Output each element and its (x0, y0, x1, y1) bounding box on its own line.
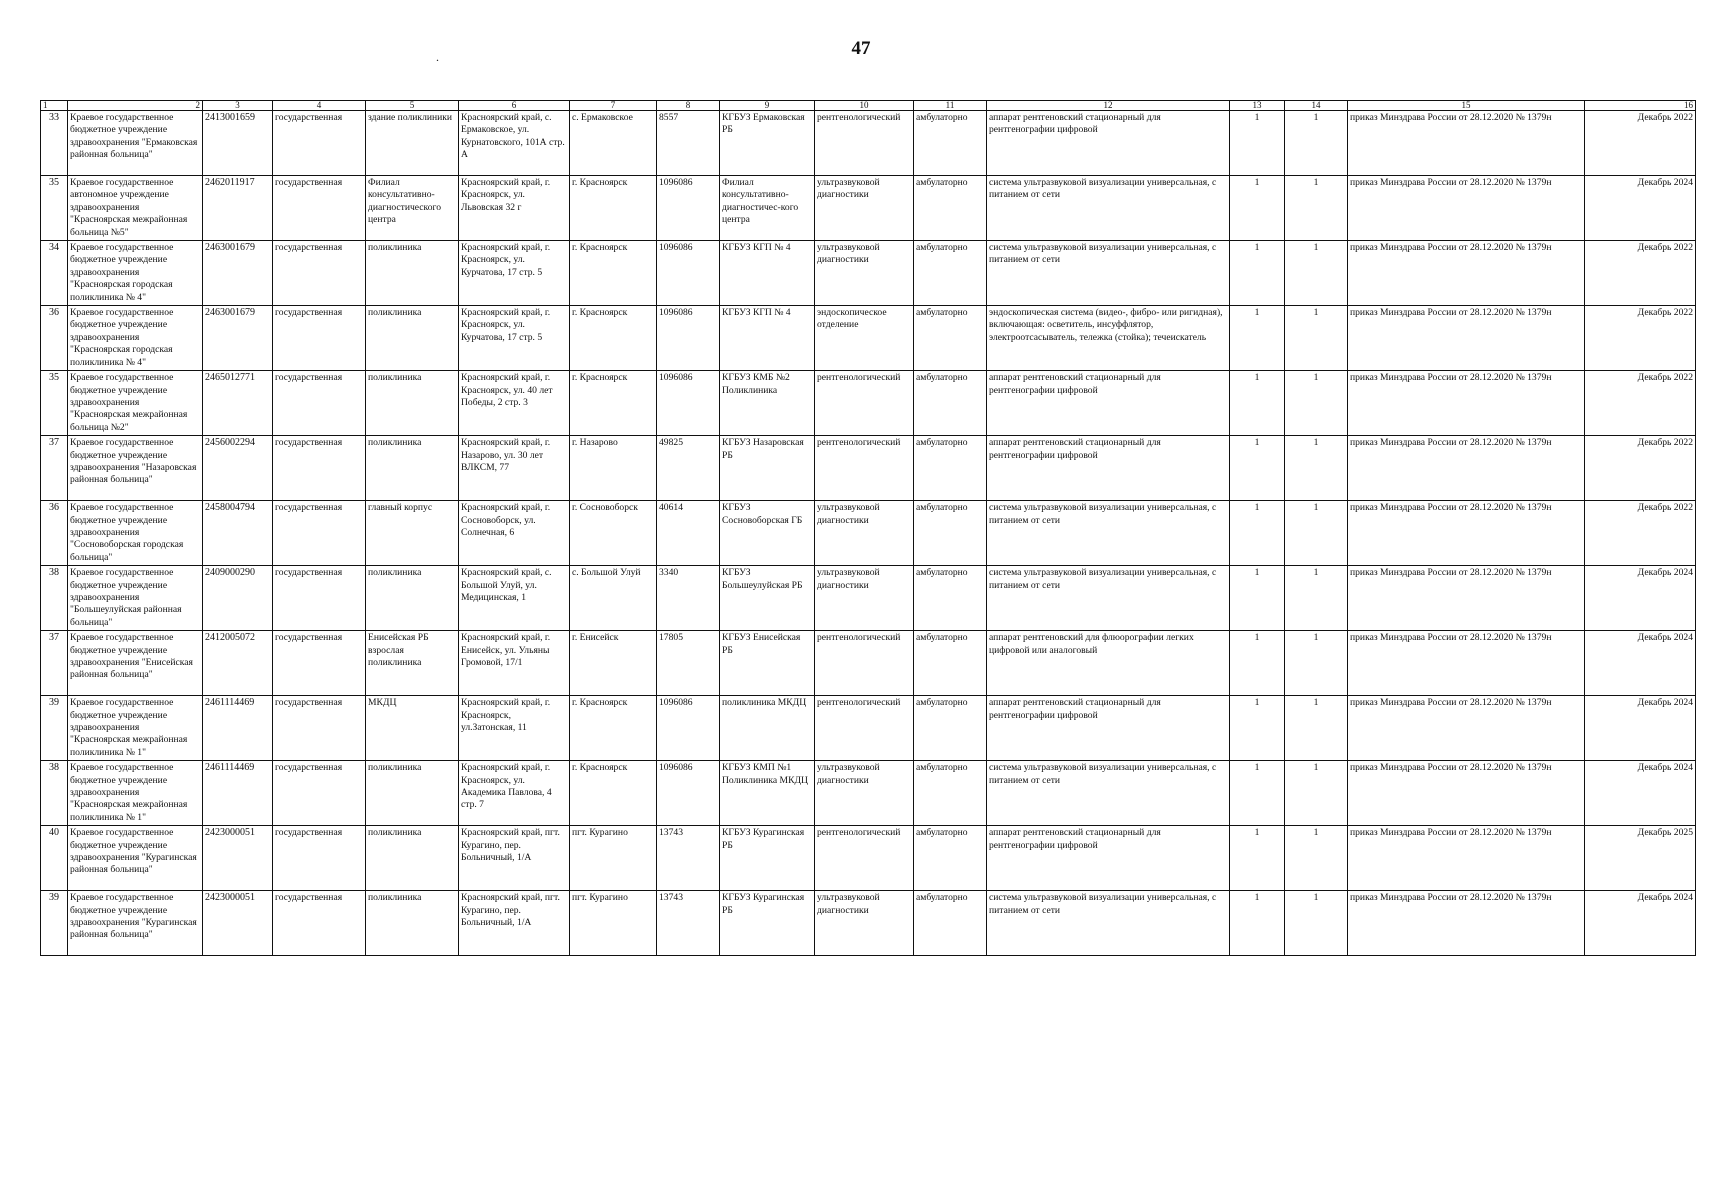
deadline: Декабрь 2022 (1585, 501, 1696, 566)
population: 1096086 (657, 696, 720, 761)
equipment-name: система ультразвуковой визуализации универсальная, с питанием от сети (987, 761, 1230, 826)
equipment-table-container (40, 100, 1695, 956)
facility-name: КГБУЗ КМБ №2 Поликлиника (720, 371, 815, 436)
inn-code: 2463001679 (203, 241, 273, 306)
quantity-cell: 1 (1285, 176, 1348, 241)
department: рентгенологический (815, 696, 914, 761)
deadline: Декабрь 2025 (1585, 826, 1696, 891)
table-row (41, 631, 1696, 696)
order-reference: приказ Минздрава России от 28.12.2020 № 1379н (1348, 501, 1585, 566)
order-reference: приказ Минздрава России от 28.12.2020 № 1379н (1348, 371, 1585, 436)
organization-name: Краевое государственное бюджетное учреждение здравоохранения "Курагинская районная больница" (68, 826, 203, 891)
inn-code: 2461114469 (203, 696, 273, 761)
locality: г. Назарово (570, 436, 657, 501)
population: 40614 (657, 501, 720, 566)
quantity-cell: 1 (1230, 826, 1285, 891)
address: Красноярский край, г. Красноярск, ул. Курчатова, 17 стр. 5 (459, 241, 570, 306)
row-number: 39 (41, 891, 68, 956)
column-number: 8 (657, 101, 720, 111)
locality: г. Красноярск (570, 696, 657, 761)
building-name: поликлиника (366, 371, 459, 436)
quantity-cell: 1 (1230, 241, 1285, 306)
building-name: поликлиника (366, 306, 459, 371)
organization-name: Краевое государственное бюджетное учреждение здравоохранения "Сосновоборская городская больница" (68, 501, 203, 566)
building-name: поликлиника (366, 761, 459, 826)
population: 3340 (657, 566, 720, 631)
organization-name: Краевое государственное бюджетное учреждение здравоохранения "Курагинская районная больница" (68, 891, 203, 956)
quantity-cell: 1 (1285, 436, 1348, 501)
column-number: 12 (987, 101, 1230, 111)
table-row (41, 761, 1696, 826)
organization-name: Краевое государственное бюджетное учреждение здравоохранения "Красноярская межрайонная поликлиника № 1" (68, 761, 203, 826)
deadline: Декабрь 2024 (1585, 696, 1696, 761)
building-name: главный корпус (366, 501, 459, 566)
order-reference: приказ Минздрава России от 28.12.2020 № 1379н (1348, 696, 1585, 761)
facility-name: КГБУЗ КГП № 4 (720, 241, 815, 306)
table-row (41, 306, 1696, 371)
table-row (41, 176, 1696, 241)
department: рентгенологический (815, 111, 914, 176)
building-name: поликлиника (366, 826, 459, 891)
quantity-cell: 1 (1230, 891, 1285, 956)
quantity-cell: 1 (1285, 371, 1348, 436)
column-number: 6 (459, 101, 570, 111)
population: 13743 (657, 826, 720, 891)
facility-name: КГБУЗ Курагинская РБ (720, 826, 815, 891)
column-number: 1 (41, 101, 68, 111)
care-conditions: амбулаторно (914, 891, 987, 956)
table-row (41, 501, 1696, 566)
department: ультразвуковой диагностики (815, 761, 914, 826)
building-name: поликлиника (366, 891, 459, 956)
quantity-cell: 1 (1285, 241, 1348, 306)
row-number: 40 (41, 826, 68, 891)
order-reference: приказ Минздрава России от 28.12.2020 № 1379н (1348, 176, 1585, 241)
facility-name: поликлиника МКДЦ (720, 696, 815, 761)
building-name: поликлиника (366, 566, 459, 631)
department: ультразвуковой диагностики (815, 176, 914, 241)
address: Красноярский край, г. Енисейск, ул. Ульяны Громовой, 17/1 (459, 631, 570, 696)
facility-name: КГБУЗ Ермаковская РБ (720, 111, 815, 176)
quantity-cell: 1 (1285, 761, 1348, 826)
ownership-type: государственная (273, 501, 366, 566)
care-conditions: амбулаторно (914, 436, 987, 501)
address: Красноярский край, г. Красноярск, ул. Академика Павлова, 4 стр. 7 (459, 761, 570, 826)
equipment-name: аппарат рентгеновский для флюорографии легких цифровой или аналоговый (987, 631, 1230, 696)
quantity-cell: 1 (1230, 761, 1285, 826)
column-number: 11 (914, 101, 987, 111)
address: Красноярский край, пгт. Курагино, пер. Больничный, 1/А (459, 891, 570, 956)
equipment-name: система ультразвуковой визуализации универсальная, с питанием от сети (987, 241, 1230, 306)
inn-code: 2413001659 (203, 111, 273, 176)
organization-name: Краевое государственное автономное учреждение здравоохранения "Красноярская межрайонная больница №5" (68, 176, 203, 241)
population: 17805 (657, 631, 720, 696)
care-conditions: амбулаторно (914, 761, 987, 826)
table-row (41, 891, 1696, 956)
deadline: Декабрь 2022 (1585, 306, 1696, 371)
care-conditions: амбулаторно (914, 696, 987, 761)
address: Красноярский край, пгт. Курагино, пер. Больничный, 1/А (459, 826, 570, 891)
department: рентгенологический (815, 631, 914, 696)
organization-name: Краевое государственное бюджетное учреждение здравоохранения "Красноярская межрайонная больница №2" (68, 371, 203, 436)
address: Красноярский край, г. Сосновоборск, ул. Солнечная, 6 (459, 501, 570, 566)
column-number: 16 (1585, 101, 1696, 111)
column-number: 7 (570, 101, 657, 111)
column-number-row (41, 101, 1696, 111)
deadline: Декабрь 2024 (1585, 761, 1696, 826)
order-reference: приказ Минздрава России от 28.12.2020 № 1379н (1348, 436, 1585, 501)
inn-code: 2423000051 (203, 891, 273, 956)
order-reference: приказ Минздрава России от 28.12.2020 № 1379н (1348, 891, 1585, 956)
deadline: Декабрь 2022 (1585, 371, 1696, 436)
ownership-type: государственная (273, 371, 366, 436)
equipment-name: эндоскопическая система (видео-, фибро- или ригидная), включающая: осветитель, инсуффлятор, электроотсасыватель, тележка (стойка); течеискатель (987, 306, 1230, 371)
quantity-cell: 1 (1285, 631, 1348, 696)
inn-code: 2463001679 (203, 306, 273, 371)
deadline: Декабрь 2024 (1585, 631, 1696, 696)
locality: г. Енисейск (570, 631, 657, 696)
department: рентгенологический (815, 826, 914, 891)
row-number: 37 (41, 436, 68, 501)
care-conditions: амбулаторно (914, 176, 987, 241)
table-row (41, 696, 1696, 761)
order-reference: приказ Минздрава России от 28.12.2020 № 1379н (1348, 631, 1585, 696)
inn-code: 2412005072 (203, 631, 273, 696)
quantity-cell: 1 (1285, 826, 1348, 891)
care-conditions: амбулаторно (914, 631, 987, 696)
row-number: 39 (41, 696, 68, 761)
inn-code: 2461114469 (203, 761, 273, 826)
ownership-type: государственная (273, 761, 366, 826)
locality: г. Сосновоборск (570, 501, 657, 566)
locality: г. Красноярск (570, 761, 657, 826)
facility-name: КГБУЗ Большеулуйская РБ (720, 566, 815, 631)
facility-name: КГБУЗ Курагинская РБ (720, 891, 815, 956)
population: 49825 (657, 436, 720, 501)
row-number: 34 (41, 241, 68, 306)
population: 1096086 (657, 241, 720, 306)
ownership-type: государственная (273, 566, 366, 631)
care-conditions: амбулаторно (914, 306, 987, 371)
quantity-cell: 1 (1230, 696, 1285, 761)
column-number: 14 (1285, 101, 1348, 111)
quantity-cell: 1 (1285, 306, 1348, 371)
locality: пгт. Курагино (570, 826, 657, 891)
locality: с. Большой Улуй (570, 566, 657, 631)
ownership-type: государственная (273, 111, 366, 176)
ownership-type: государственная (273, 891, 366, 956)
equipment-name: аппарат рентгеновский стационарный для рентгенографии цифровой (987, 111, 1230, 176)
row-number: 33 (41, 111, 68, 176)
table-row (41, 566, 1696, 631)
address: Красноярский край, с. Большой Улуй, ул. Медицинская, 1 (459, 566, 570, 631)
quantity-cell: 1 (1285, 501, 1348, 566)
address: Красноярский край, г. Красноярск, ул. 40 лет Победы, 2 стр. 3 (459, 371, 570, 436)
column-number: 10 (815, 101, 914, 111)
order-reference: приказ Минздрава России от 28.12.2020 № 1379н (1348, 826, 1585, 891)
locality: г. Красноярск (570, 371, 657, 436)
building-name: поликлиника (366, 436, 459, 501)
population: 1096086 (657, 306, 720, 371)
population: 8557 (657, 111, 720, 176)
column-number: 5 (366, 101, 459, 111)
department: рентгенологический (815, 436, 914, 501)
order-reference: приказ Минздрава России от 28.12.2020 № 1379н (1348, 306, 1585, 371)
address: Красноярский край, г. Красноярск, ул.Затонская, 11 (459, 696, 570, 761)
equipment-name: аппарат рентгеновский стационарный для рентгенографии цифровой (987, 436, 1230, 501)
care-conditions: амбулаторно (914, 371, 987, 436)
building-name: Филиал консультативно-диагностического центра (366, 176, 459, 241)
care-conditions: амбулаторно (914, 566, 987, 631)
quantity-cell: 1 (1230, 501, 1285, 566)
quantity-cell: 1 (1230, 436, 1285, 501)
deadline: Декабрь 2024 (1585, 176, 1696, 241)
population: 1096086 (657, 176, 720, 241)
column-number: 4 (273, 101, 366, 111)
column-number: 13 (1230, 101, 1285, 111)
facility-name: Филиал консультативно-диагностичес-кого центра (720, 176, 815, 241)
ownership-type: государственная (273, 696, 366, 761)
row-number: 37 (41, 631, 68, 696)
quantity-cell: 1 (1230, 111, 1285, 176)
column-number: 3 (203, 101, 273, 111)
population: 1096086 (657, 761, 720, 826)
department: ультразвуковой диагностики (815, 241, 914, 306)
table-row (41, 436, 1696, 501)
table-row (41, 826, 1696, 891)
row-number: 35 (41, 176, 68, 241)
equipment-name: аппарат рентгеновский стационарный для рентгенографии цифровой (987, 826, 1230, 891)
column-number: 2 (68, 101, 203, 111)
care-conditions: амбулаторно (914, 111, 987, 176)
quantity-cell: 1 (1230, 566, 1285, 631)
quantity-cell: 1 (1230, 371, 1285, 436)
organization-name: Краевое государственное бюджетное учреждение здравоохранения "Назаровская районная больница" (68, 436, 203, 501)
deadline: Декабрь 2024 (1585, 891, 1696, 956)
organization-name: Краевое государственное бюджетное учреждение здравоохранения "Енисейская районная больница" (68, 631, 203, 696)
equipment-name: система ультразвуковой визуализации универсальная, с питанием от сети (987, 891, 1230, 956)
equipment-table (40, 100, 1696, 956)
column-number: 15 (1348, 101, 1585, 111)
care-conditions: амбулаторно (914, 241, 987, 306)
facility-name: КГБУЗ Назаровская РБ (720, 436, 815, 501)
row-number: 38 (41, 566, 68, 631)
quantity-cell: 1 (1285, 891, 1348, 956)
quantity-cell: 1 (1230, 176, 1285, 241)
inn-code: 2465012771 (203, 371, 273, 436)
page-number: 47 (851, 38, 871, 59)
order-reference: приказ Минздрава России от 28.12.2020 № 1379н (1348, 566, 1585, 631)
row-number: 38 (41, 761, 68, 826)
address: Красноярский край, с. Ермаковское, ул. Курнатовского, 101А стр. А (459, 111, 570, 176)
ownership-type: государственная (273, 306, 366, 371)
ownership-type: государственная (273, 826, 366, 891)
address: Красноярский край, г. Назарово, ул. 30 лет ВЛКСМ, 77 (459, 436, 570, 501)
population: 13743 (657, 891, 720, 956)
department: ультразвуковой диагностики (815, 501, 914, 566)
ownership-type: государственная (273, 631, 366, 696)
care-conditions: амбулаторно (914, 501, 987, 566)
table-body (41, 111, 1696, 956)
deadline: Декабрь 2022 (1585, 111, 1696, 176)
row-number: 35 (41, 371, 68, 436)
building-name: здание поликлиники (366, 111, 459, 176)
order-reference: приказ Минздрава России от 28.12.2020 № 1379н (1348, 111, 1585, 176)
order-reference: приказ Минздрава России от 28.12.2020 № 1379н (1348, 761, 1585, 826)
locality: г. Красноярск (570, 176, 657, 241)
inn-code: 2423000051 (203, 826, 273, 891)
column-number: 9 (720, 101, 815, 111)
facility-name: КГБУЗ Енисейская РБ (720, 631, 815, 696)
inn-code: 2456002294 (203, 436, 273, 501)
equipment-name: система ультразвуковой визуализации универсальная, с питанием от сети (987, 501, 1230, 566)
population: 1096086 (657, 371, 720, 436)
organization-name: Краевое государственное бюджетное учреждение здравоохранения "Красноярская межрайонная поликлиника № 1" (68, 696, 203, 761)
building-name: Енисейская РБ взрослая поликлиника (366, 631, 459, 696)
organization-name: Краевое государственное бюджетное учреждение здравоохранения "Красноярская городская поликлиника № 4" (68, 241, 203, 306)
locality: с. Ермаковское (570, 111, 657, 176)
equipment-name: система ультразвуковой визуализации универсальная, с питанием от сети (987, 566, 1230, 631)
organization-name: Краевое государственное бюджетное учреждение здравоохранения "Красноярская городская поликлиника № 4" (68, 306, 203, 371)
deadline: Декабрь 2022 (1585, 241, 1696, 306)
table-row (41, 111, 1696, 176)
address: Красноярский край, г. Красноярск, ул. Курчатова, 17 стр. 5 (459, 306, 570, 371)
row-number: 36 (41, 306, 68, 371)
department: эндоскопическое отделение (815, 306, 914, 371)
facility-name: КГБУЗ КГП № 4 (720, 306, 815, 371)
locality: г. Красноярск (570, 306, 657, 371)
ownership-type: государственная (273, 436, 366, 501)
stray-mark: . (436, 50, 439, 64)
facility-name: КГБУЗ КМП №1 Поликлиника МКДЦ (720, 761, 815, 826)
address: Красноярский край, г. Красноярск, ул. Львовская 32 г (459, 176, 570, 241)
department: ультразвуковой диагностики (815, 891, 914, 956)
table-row (41, 241, 1696, 306)
inn-code: 2462011917 (203, 176, 273, 241)
quantity-cell: 1 (1285, 696, 1348, 761)
quantity-cell: 1 (1285, 566, 1348, 631)
equipment-name: система ультразвуковой визуализации универсальная, с питанием от сети (987, 176, 1230, 241)
ownership-type: государственная (273, 241, 366, 306)
deadline: Декабрь 2022 (1585, 436, 1696, 501)
building-name: МКДЦ (366, 696, 459, 761)
organization-name: Краевое государственное бюджетное учреждение здравоохранения "Ермаковская районная больница" (68, 111, 203, 176)
quantity-cell: 1 (1230, 306, 1285, 371)
table-row (41, 371, 1696, 436)
locality: г. Красноярск (570, 241, 657, 306)
deadline: Декабрь 2024 (1585, 566, 1696, 631)
organization-name: Краевое государственное бюджетное учреждение здравоохранения "Большеулуйская районная больница" (68, 566, 203, 631)
equipment-name: аппарат рентгеновский стационарный для рентгенографии цифровой (987, 696, 1230, 761)
quantity-cell: 1 (1230, 631, 1285, 696)
department: рентгенологический (815, 371, 914, 436)
row-number: 36 (41, 501, 68, 566)
equipment-name: аппарат рентгеновский стационарный для рентгенографии цифровой (987, 371, 1230, 436)
facility-name: КГБУЗ Сосновоборская ГБ (720, 501, 815, 566)
inn-code: 2458004794 (203, 501, 273, 566)
ownership-type: государственная (273, 176, 366, 241)
order-reference: приказ Минздрава России от 28.12.2020 № 1379н (1348, 241, 1585, 306)
inn-code: 2409000290 (203, 566, 273, 631)
building-name: поликлиника (366, 241, 459, 306)
department: ультразвуковой диагностики (815, 566, 914, 631)
care-conditions: амбулаторно (914, 826, 987, 891)
quantity-cell: 1 (1285, 111, 1348, 176)
locality: пгт. Курагино (570, 891, 657, 956)
